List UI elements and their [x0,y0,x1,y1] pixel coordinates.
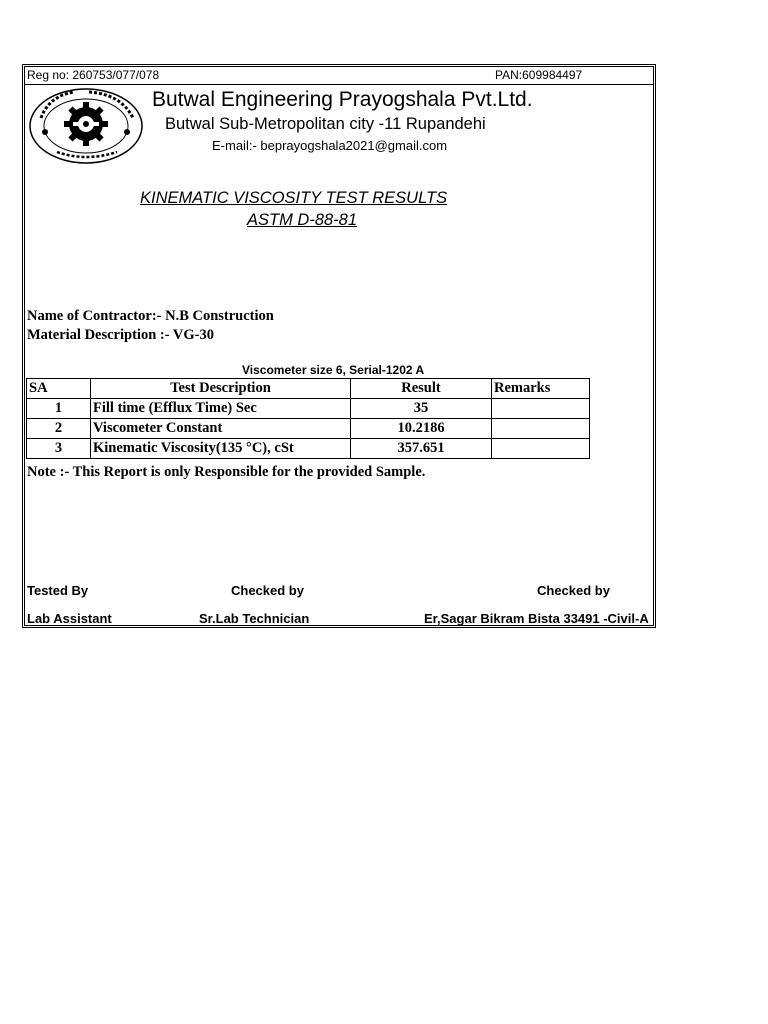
row-remarks [492,399,590,419]
row-remarks [492,419,590,439]
checked-by-label-1: Checked by [231,583,304,598]
row-sa: 1 [27,399,91,419]
engineer-signatory: Er,Sagar Bikram Bista 33491 -Civil-A [424,611,649,626]
header-sa: SA [27,379,91,399]
reg-number: Reg no: 260753/077/078 [27,68,160,82]
report-note: Note :- This Report is only Responsible for the provided Sample. [27,464,426,480]
report-title: KINEMATIC VISCOSITY TEST RESULTS [140,189,448,207]
company-address: Butwal Sub-Metropolitan city -11 Rupandehi [165,115,486,133]
tested-by-label: Tested By [27,583,89,598]
checked-by-label-2: Checked by [537,583,610,598]
viscometer-info: Viscometer size 6, Serial-1202 A [242,363,425,377]
contractor-name: Name of Contractor:- N.B Construction [27,308,274,324]
table-row [27,399,590,419]
table-row [27,439,590,459]
lab-technician-role: Sr.Lab Technician [199,611,310,626]
lab-assistant-role: Lab Assistant [27,611,112,626]
row-sa: 2 [27,419,91,439]
row-remarks [492,439,590,459]
header-result: Result [351,379,492,399]
row-sa: 3 [27,439,91,459]
company-seal-logo [29,88,143,164]
row-description: Fill time (Efflux Time) Sec [91,399,351,419]
company-name: Butwal Engineering Prayogshala Pvt.Ltd. [152,88,533,111]
row-description: Kinematic Viscosity(135 °C), cSt [91,439,351,459]
report-sheet [22,64,656,628]
company-email: E-mail:- beprayogshala2021@gmail.com [212,138,448,153]
header-remarks: Remarks [492,379,590,399]
row-description: Viscometer Constant [91,419,351,439]
pan-number: PAN:609984497 [495,68,583,82]
header-divider [25,84,653,85]
row-result: 357.651 [351,439,492,459]
row-result: 10.2186 [351,419,492,439]
report-standard: ASTM D-88-81 [247,211,358,229]
table-row [27,419,590,439]
results-table [26,378,590,459]
material-description: Material Description :- VG-30 [27,327,214,343]
header-test-description: Test Description [91,379,351,399]
table-header-row [27,379,590,399]
row-result: 35 [351,399,492,419]
